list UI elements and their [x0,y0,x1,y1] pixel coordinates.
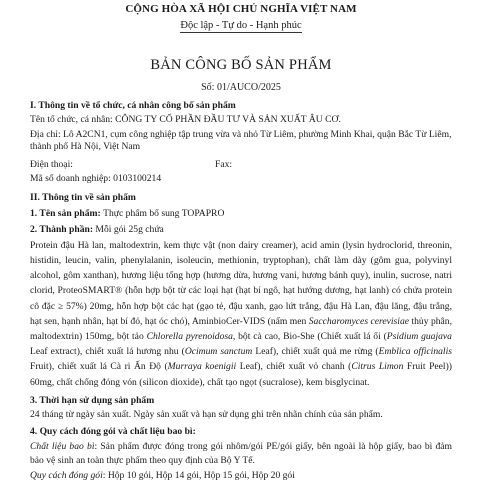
packaging-heading: 4. Quy cách đóng gói và chất liệu bao bì: [30,426,196,438]
shelf-life-heading: 3. Thời hạn sử dụng sản phẩm [30,394,155,406]
org-name-line [30,114,452,126]
ingredients-text: Fruit), chiết xuất lá Cà ri Ấn Độ ( [30,361,168,373]
shelf-life-value: 24 tháng từ ngày sản xuất. Ngày sản xuất và hạn sử dụng ghi trên nhãn chính của sản phẩm. [30,408,383,420]
ingredients-text: Leaf), chiết xuất quả me rừng ( [252,346,379,358]
tax-code-line [30,173,452,185]
composition-line [30,224,452,235]
ingredients-species: Saccharomyces cerevisiae [308,315,410,327]
material-line [30,440,452,467]
tax-code-label: Mã số doanh nghiệp: [30,172,114,184]
ingredients-text: Fruit Peel)) 60mg, chất chống đóng vón (silicon dioxide), chất tạo ngọt (sucralose), kem bisglycinat. [30,361,452,388]
fax-label: Fax: [215,158,233,170]
org-name-value: CÔNG TY CỔ PHẦN ĐẦU TƯ VÀ SẢN XUẤT ÂU CƠ. [115,114,341,125]
ingredients-species: Chlorella pyrenoidosa [146,331,233,343]
document-number: Số: 01/AUCO/2025 [201,82,281,93]
national-motto: Độc lập - Tự do - Hạnh phúc [180,20,302,31]
org-name-label: Tên tổ chức, cá nhân: [30,114,116,125]
product-name-label: 1. Tên sản phẩm: [30,207,104,219]
product-name-line [30,208,452,219]
composition-value: Mỗi gói 25g chứa [95,223,164,235]
ingredients-species: Murraya koenigii [167,361,237,373]
document-title: BẢN CÔNG BỐ SẢN PHẨM [150,57,332,73]
ingredients-species: Ocimum sanctum [184,346,253,358]
ingredients-text: thủy phân, maltodextrin) 150mg, bột tảo [30,315,452,343]
composition-label: 2. Thành phần: [30,223,96,235]
ingredients-species: Citrus Limon [351,361,404,373]
section-1-heading: I. Thông tin về tổ chức, cá nhân công bố sản phẩm [30,100,236,111]
pack-spec-line [30,470,452,482]
address-label: Địa chỉ: [30,129,64,141]
pack-spec-value: : Hộp 10 gói, Hộp 14 gói, Hộp 15 gói, Hộp 20 gói [102,470,295,482]
document-header [30,0,452,33]
phone-label: Điện thoại: [30,158,73,170]
contact-line [30,159,452,170]
ingredients-paragraph [30,238,452,390]
address-value: Lô A2CN1, cụm công nghiệp tập trung vừa và nhỏ Từ Liêm, phường Minh Khai, quận Bắc Từ Liêm, thành phố Hà Nội, Việt Nam [30,129,452,153]
ingredients-text: Leaf extract), chiết xuất lá hương nhu ( [30,346,185,358]
ingredients-text: , bột cà cao, Bio-She (Chiết xuất lá ổi ( [232,331,387,343]
address-line [30,129,452,153]
product-name-value: Thực phẩm bổ sung TOPAPRO [103,207,225,219]
ingredients-species: Psidium guajava [386,331,452,343]
ingredients-text: Protein đậu Hà lan, maltodextrin, kem thực vật (non dairy creamer), acid amin (lysin hydroclorid, threonin, histidin, leucin, valin, phenylalanin, isoleucin, methionin, tryptophan), chất làm dày (gôm gua, polyvinyl alcohol, gôm xanthan), hương liệu tổng hợp (hương dừa, hương vani, hương bánh quy), inulin, sucrose, natri clorid, ProteoSMART® (hỗn hợp bột từ các loại hạt (hạt bí ngô, hạt hướng dương, hạt lanh) có chứa protein cô đặc ≥ 57%) 20mg, hỗn hợp bột các hạt (gạo tẻ, đậu xanh, gạo lứt trắng, đậu Hà Lan, đậu lăng, đậu trắng, hạt sen, hạnh nhân, hạt bí đỏ, hạt óc chó), AminbioCer-VIDS (nấm men [30,239,452,327]
section-2-heading: II. Thông tin về sản phẩm [30,191,136,203]
pack-spec-label: Quy cách đóng gói [30,470,103,482]
national-title: CỘNG HÒA XÃ HỘI CHỦ NGHĨA VIỆT NAM [125,3,357,15]
ingredients-species: Emblica officinalis [378,346,453,358]
material-label: Chất liệu bao bì [30,441,95,453]
tax-code-value: 0103100214 [113,172,162,184]
ingredients-text: Leaf), chiết xuất vỏ chanh ( [236,361,352,373]
material-value: : Sản phẩm được đóng trong gói nhôm/gói PE/gói giấy, bên ngoài là hộp giấy, bao bì đảm bảo vệ sinh an toàn thực phẩm theo quy định của Bộ Y Tế. [30,441,452,466]
